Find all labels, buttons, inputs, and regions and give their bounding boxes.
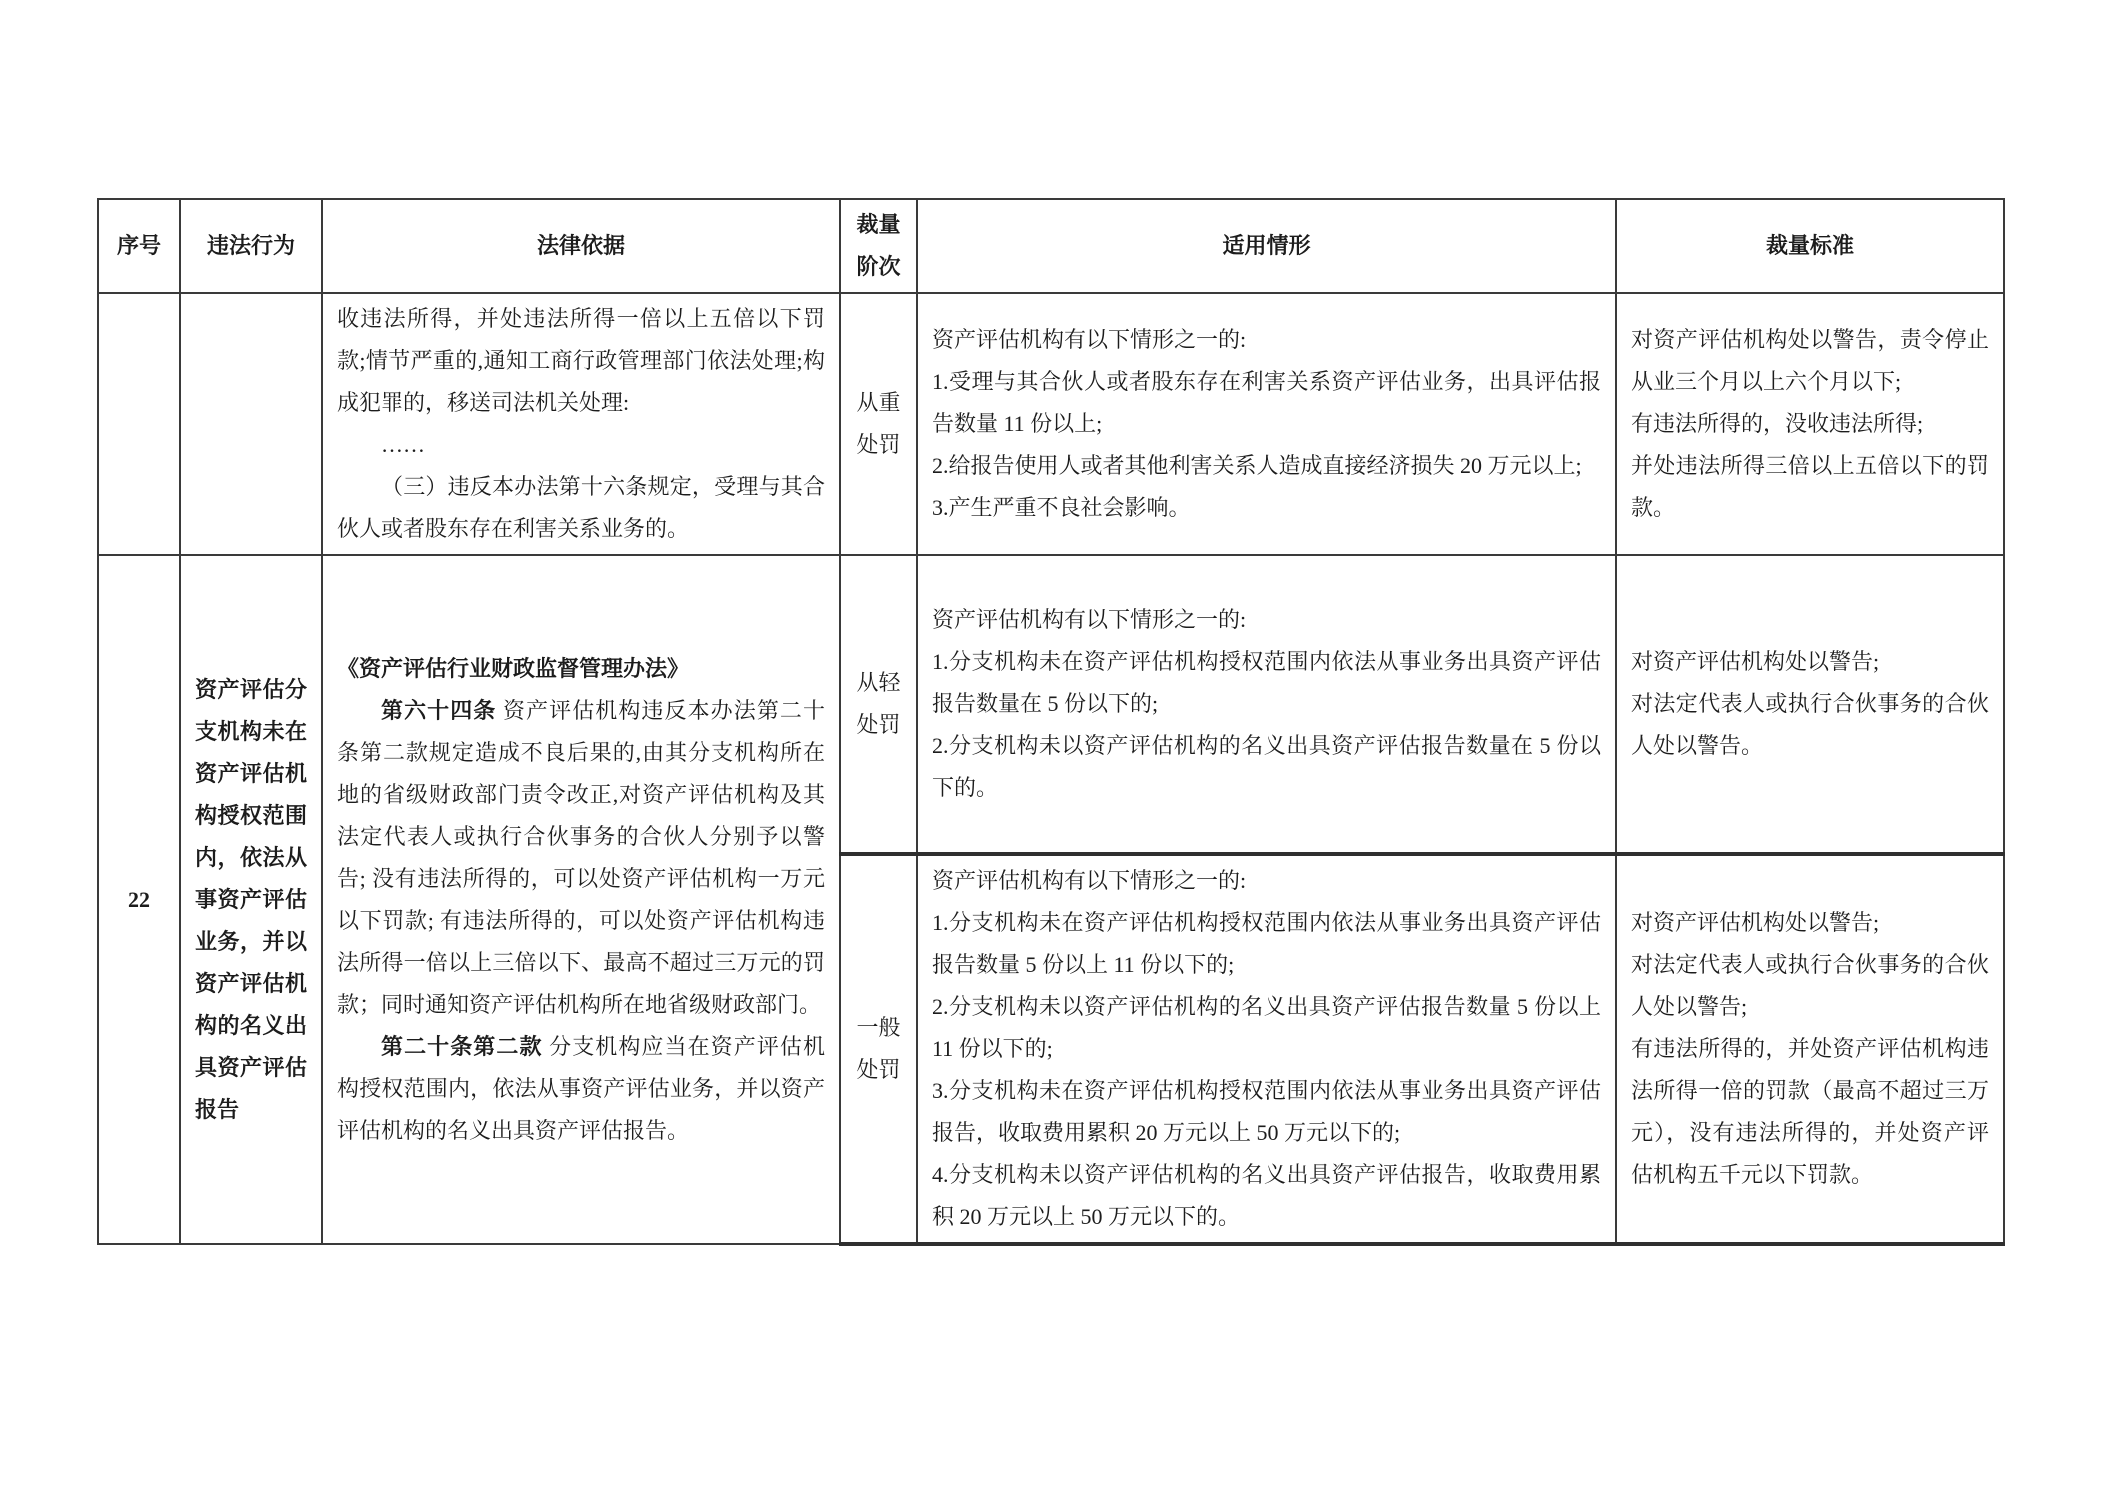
situation-item: 3.产生严重不良社会影响。 bbox=[932, 495, 1191, 520]
situation-item: 1.受理与其合伙人或者股东存在利害关系资产评估业务，出具评估报告数量 11 份以上; bbox=[932, 369, 1601, 436]
situation-intro: 资产评估机构有以下情形之一的: bbox=[932, 607, 1247, 632]
cell-stage-22-general: 一般处罚 bbox=[840, 854, 917, 1244]
situation-intro: 资产评估机构有以下情形之一的: bbox=[932, 327, 1247, 352]
cell-legal-basis-r1 bbox=[322, 293, 840, 555]
col-header-discretion-stage: 裁量阶次 bbox=[840, 199, 917, 293]
col-header-discretion-standard: 裁量标准 bbox=[1616, 199, 2004, 293]
col-header-illegal-behavior: 违法行为 bbox=[180, 199, 322, 293]
legal-basis-article-64 bbox=[337, 690, 825, 1026]
cell-serial-number-r1 bbox=[98, 293, 180, 555]
standard-item: 有违法所得的，没收违法所得; bbox=[1631, 411, 1924, 436]
legal-basis-paragraph: 收违法所得，并处违法所得一倍以上五倍以下罚款;情节严重的,通知工商行政管理部门依法处理;构成犯罪的，移送司法机关处理: bbox=[337, 306, 825, 415]
cell-illegal-behavior-22: 资产评估分支机构未在资产评估机构授权范围内，依法从事资产评估业务，并以资产评估机构的名义出具资产评估报告 bbox=[180, 555, 322, 1244]
table-row-continuation bbox=[98, 293, 2004, 555]
cell-standard-22-general bbox=[1616, 854, 2004, 1244]
article-64-text: 资产评估机构违反本办法第二十条第二款规定造成不良后果的,由其分支机构所在地的省级财政部门责令改正,对资产评估机构及其法定代表人或执行合伙事务的合伙人分别予以警告; 没有违法所得的，可以处资产评估机构一万元以下罚款; 有违法所得的，可以处资产评估机构违法所得一倍以上三倍以下、最高不超过三万元的罚款；同时通知资产评估机构所在地省级财政部门。 bbox=[337, 697, 825, 1017]
legal-basis-article-20-2 bbox=[337, 1026, 825, 1152]
penalty-discretion-table-wrap bbox=[97, 198, 2005, 1246]
cell-standard-22-light bbox=[1616, 555, 2004, 854]
standard-item: 对资产评估机构处以警告，责令停止从业三个月以上六个月以下; bbox=[1631, 327, 1989, 394]
situation-item: 3.分支机构未在资产评估机构授权范围内依法从事业务出具资产评估报告，收取费用累积 20 万元以上 50 万元以下的; bbox=[932, 1078, 1601, 1145]
standard-item: 对法定代表人或执行合伙事务的合伙人处以警告; bbox=[1631, 952, 1989, 1019]
article-20-2-text: 分支机构应当在资产评估机构授权范围内，依法从事资产评估业务，并以资产评估机构的名义出具资产评估报告。 bbox=[337, 1033, 825, 1143]
article-64-label: 第六十四条 bbox=[381, 697, 497, 723]
table-row-22-light bbox=[98, 555, 2004, 854]
situation-item: 2.分支机构未以资产评估机构的名义出具资产评估报告数量 5 份以上 11 份以下的; bbox=[932, 994, 1601, 1061]
penalty-discretion-table bbox=[97, 198, 2005, 1246]
situation-item: 1.分支机构未在资产评估机构授权范围内依法从事业务出具资产评估报告数量 5 份以上 11 份以下的; bbox=[932, 910, 1601, 977]
cell-stage-r1: 从重处罚 bbox=[840, 293, 917, 555]
legal-basis-title: 《资产评估行业财政监督管理办法》 bbox=[337, 655, 690, 681]
standard-item: 并处违法所得三倍以上五倍以下的罚款。 bbox=[1631, 453, 1989, 520]
standard-item: 对资产评估机构处以警告; bbox=[1631, 910, 1880, 935]
cell-stage-22-light: 从轻处罚 bbox=[840, 555, 917, 854]
cell-standard-r1 bbox=[1616, 293, 2004, 555]
col-header-legal-basis: 法律依据 bbox=[322, 199, 840, 293]
standard-item: 有违法所得的，并处资产评估机构违法所得一倍的罚款（最高不超过三万元），没有违法所得的，并处资产评估机构五千元以下罚款。 bbox=[1631, 1036, 1989, 1187]
col-header-applicable-situations: 适用情形 bbox=[917, 199, 1616, 293]
header-row bbox=[98, 199, 2004, 293]
situation-item: 1.分支机构未在资产评估机构授权范围内依法从事业务出具资产评估报告数量在 5 份以下的; bbox=[932, 649, 1601, 716]
legal-basis-ellipsis: …… bbox=[381, 432, 425, 457]
article-20-2-label: 第二十条第二款 bbox=[381, 1033, 543, 1059]
cell-situations-22-general bbox=[917, 854, 1616, 1244]
situation-intro: 资产评估机构有以下情形之一的: bbox=[932, 868, 1247, 893]
situation-item: 2.分支机构未以资产评估机构的名义出具资产评估报告数量在 5 份以下的。 bbox=[932, 733, 1601, 800]
situation-item: 2.给报告使用人或者其他利害关系人造成直接经济损失 20 万元以上; bbox=[932, 453, 1582, 478]
standard-item: 对资产评估机构处以警告; bbox=[1631, 649, 1880, 674]
cell-situations-22-light bbox=[917, 555, 1616, 854]
cell-situations-r1 bbox=[917, 293, 1616, 555]
cell-serial-number-22: 22 bbox=[98, 555, 180, 1244]
cell-legal-basis-22 bbox=[322, 555, 840, 1244]
cell-illegal-behavior-r1 bbox=[180, 293, 322, 555]
situation-item: 4.分支机构未以资产评估机构的名义出具资产评估报告，收取费用累积 20 万元以上 50 万元以下的。 bbox=[932, 1162, 1601, 1229]
col-header-serial-number: 序号 bbox=[98, 199, 180, 293]
legal-basis-paragraph: （三）违反本办法第十六条规定，受理与其合伙人或者股东存在利害关系业务的。 bbox=[337, 474, 825, 541]
standard-item: 对法定代表人或执行合伙事务的合伙人处以警告。 bbox=[1631, 691, 1989, 758]
